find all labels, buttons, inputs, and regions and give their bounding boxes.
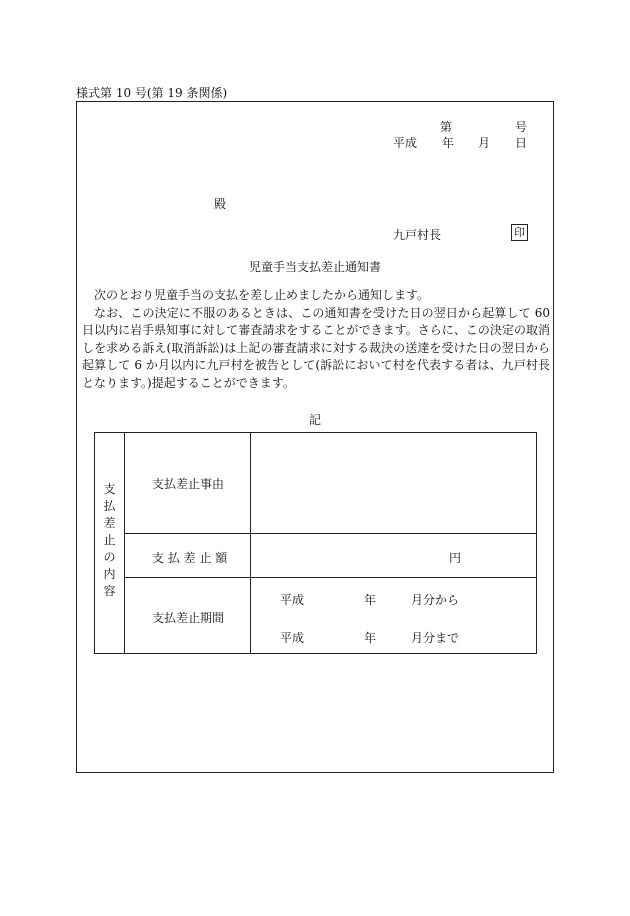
period-from-year: 年	[364, 593, 377, 607]
notice-body	[82, 287, 550, 392]
notice-paragraph-2: なお、この決定に不服のあるときは、この通知書を受けた日の翌日から起算して 60 日以内に岩手県知事に対して審査請求をすることができます。さらに、この決定の取消しを求める訴え(取消訴訟)は上記の審査請求に対する裁決の送達を受けた日の翌日から起算して 6 か月以内に九戸村を被告として(訴訟において村を代表する者は、九戸村長となります。)提起することができます。	[82, 305, 550, 390]
period-from-era: 平成	[280, 593, 305, 607]
table-row-divider-1	[124, 533, 536, 534]
document-title: 児童手当支払差止通知書	[248, 260, 381, 274]
details-table	[94, 432, 537, 654]
form-number-label: 様式第 10 号(第 19 条関係)	[76, 86, 228, 100]
period-to-era: 平成	[280, 631, 305, 645]
number-dai: 第	[440, 120, 453, 134]
date-year: 年	[442, 136, 455, 150]
reason-label: 支払差止事由	[152, 477, 225, 491]
date-era: 平成	[393, 136, 418, 150]
ki-heading: 記	[308, 413, 321, 427]
period-to-year: 年	[364, 631, 377, 645]
period-to-month: 月分まで	[411, 631, 460, 645]
side-label-vertical: 支 払 差 止 の 内 容	[103, 482, 116, 598]
table-divider-side	[124, 433, 125, 653]
seal-mark: 印	[511, 224, 528, 241]
date-day: 日	[515, 136, 528, 150]
amount-label: 支 払 差 止 額	[152, 551, 228, 565]
period-label: 支払差止期間	[152, 611, 225, 625]
amount-unit: 円	[449, 551, 462, 565]
issuer-name: 九戸村長	[393, 228, 442, 242]
addressee-suffix: 殿	[214, 197, 227, 211]
table-divider-label	[250, 433, 251, 653]
number-go: 号	[515, 120, 528, 134]
period-from-month: 月分から	[411, 593, 460, 607]
table-row-divider-2	[124, 577, 536, 578]
notice-paragraph-1: 次のとおり児童手当の支払を差し止めましたから通知します。	[94, 288, 430, 302]
date-month: 月	[478, 136, 491, 150]
